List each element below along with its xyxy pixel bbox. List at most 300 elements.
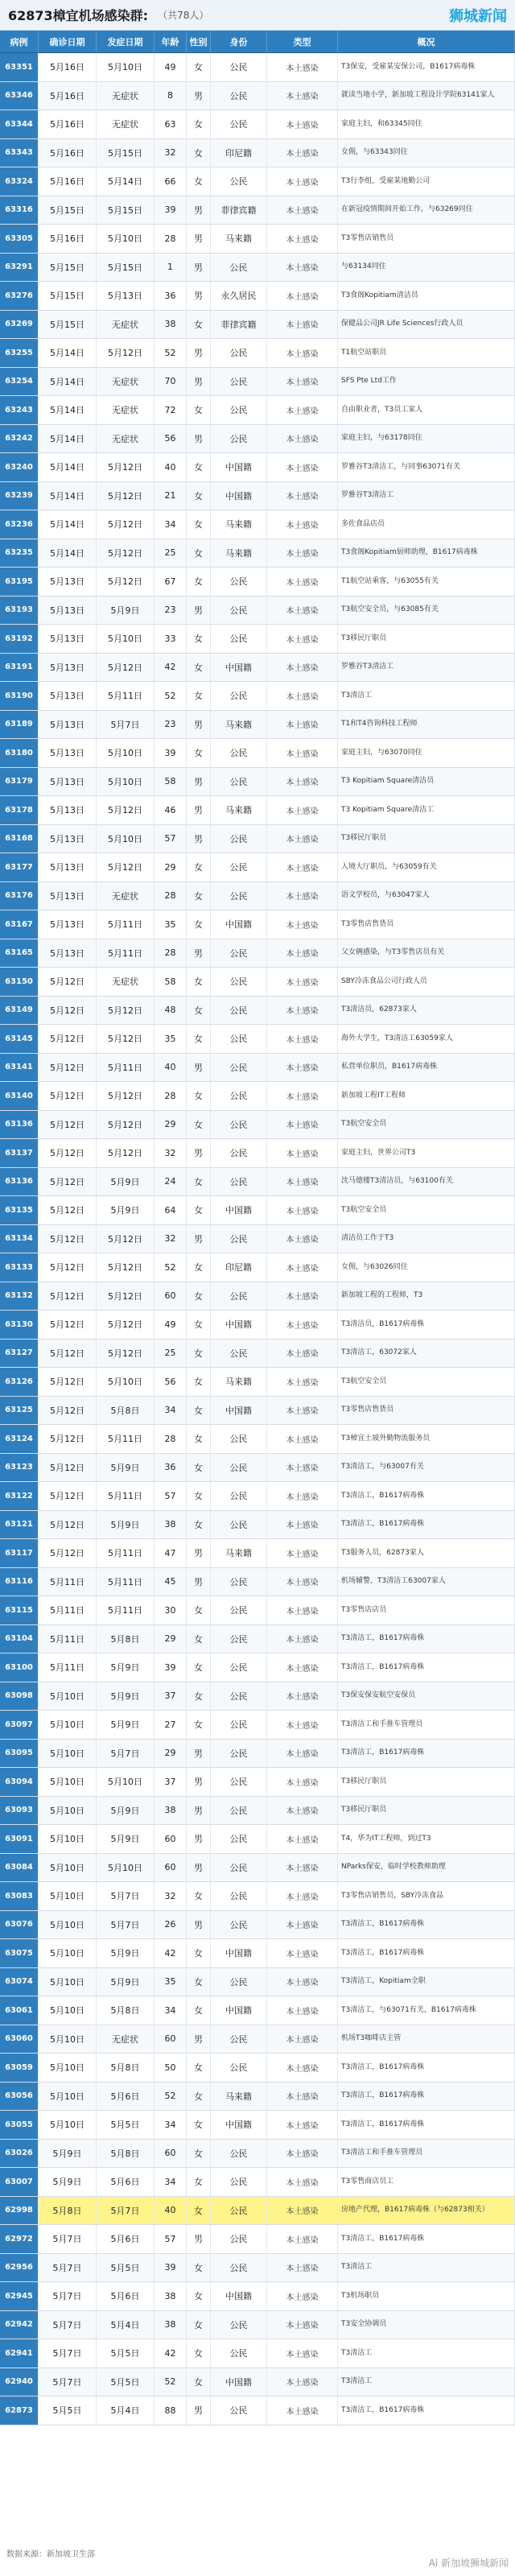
cell-sex: 女 (187, 1311, 211, 1339)
table-row (0, 2168, 515, 2197)
cell-age: 36 (154, 282, 187, 310)
cell-onset-date: 5月15日 (97, 254, 154, 282)
table-row (0, 1368, 515, 1397)
col-onset-date: 发症日期 (97, 31, 154, 52)
table-row (0, 196, 515, 225)
cell-confirm-date: 5月14日 (39, 339, 97, 367)
cell-confirm-date: 5月10日 (39, 1939, 97, 1967)
cell-sex: 女 (187, 1596, 211, 1624)
col-type: 类型 (267, 31, 338, 52)
cell-status: 公民 (211, 425, 267, 453)
cell-age: 57 (154, 2225, 187, 2253)
table-row (0, 682, 515, 711)
table-row (0, 1568, 515, 1597)
cell-age: 63 (154, 110, 187, 138)
table-row (0, 139, 515, 168)
cell-age: 60 (154, 2025, 187, 2054)
cell-onset-date: 无症状 (97, 311, 154, 339)
cell-description: T3移民厅职员 (338, 1768, 515, 1796)
cell-type: 本土感染 (267, 1740, 338, 1768)
cell-description: 家庭主妇，与63070同住 (338, 739, 515, 767)
cell-age: 42 (154, 2339, 187, 2368)
cell-age: 58 (154, 968, 187, 996)
cell-type: 本土感染 (267, 2083, 338, 2111)
table-row (0, 2254, 515, 2283)
table-row (0, 425, 515, 454)
cell-status: 中国籍 (211, 2111, 267, 2139)
table-row (0, 1711, 515, 1740)
cell-age: 60 (154, 2140, 187, 2168)
title-bar (0, 0, 515, 31)
cell-onset-date: 5月15日 (97, 139, 154, 167)
cell-case-id: 63346 (0, 82, 39, 110)
cell-age: 25 (154, 539, 187, 568)
table-row (0, 1253, 515, 1282)
cell-type: 本土感染 (267, 997, 338, 1025)
table-row (0, 2225, 515, 2254)
cell-status: 公民 (211, 882, 267, 910)
cell-type: 本土感染 (267, 1653, 338, 1682)
cell-sex: 女 (187, 1282, 211, 1311)
cell-onset-date: 5月7日 (97, 2197, 154, 2225)
table-row (0, 2140, 515, 2169)
cell-confirm-date: 5月7日 (39, 2311, 97, 2339)
cell-age: 21 (154, 482, 187, 510)
cell-description: T3清洁工 (338, 682, 515, 710)
cell-age: 58 (154, 768, 187, 796)
cell-description: SBY冷冻食品公司行政人员 (338, 968, 515, 996)
cell-description: T3清洁工，Kopitiam全职 (338, 1968, 515, 1996)
table-row (0, 768, 515, 797)
table-row (0, 510, 515, 539)
cell-type: 本土感染 (267, 1854, 338, 1882)
cell-onset-date: 5月9日 (97, 1797, 154, 1825)
cell-description: 罗雅谷T3清洁工，与同事63071有关 (338, 453, 515, 481)
cell-status: 公民 (211, 2168, 267, 2196)
cell-onset-date: 无症状 (97, 425, 154, 453)
cell-onset-date: 5月9日 (97, 1968, 154, 1996)
cell-status: 公民 (211, 1168, 267, 1196)
cell-type: 本土感染 (267, 311, 338, 339)
cell-status: 菲律宾籍 (211, 196, 267, 225)
cell-status: 公民 (211, 1711, 267, 1739)
cell-age: 28 (154, 882, 187, 910)
cell-description: T3食阁Kopitiam厨师助理，B1617病毒株 (338, 539, 515, 568)
cell-sex: 女 (187, 654, 211, 682)
cell-description: T4，华为IT工程师，到过T3 (338, 1825, 515, 1853)
cell-case-id: 63235 (0, 539, 39, 568)
cell-confirm-date: 5月12日 (39, 1225, 97, 1253)
cell-confirm-date: 5月12日 (39, 1168, 97, 1196)
cell-onset-date: 5月6日 (97, 2282, 154, 2310)
cell-age: 38 (154, 311, 187, 339)
cell-description: 与63134同住 (338, 254, 515, 282)
cell-description: T3清洁工，B1617病毒株 (338, 1625, 515, 1653)
cell-age: 32 (154, 1225, 187, 1253)
cell-sex: 男 (187, 2025, 211, 2054)
col-status: 身份 (211, 31, 267, 52)
cell-age: 60 (154, 1854, 187, 1882)
cell-status: 公民 (211, 568, 267, 596)
cell-onset-date: 5月12日 (97, 654, 154, 682)
cell-description: 自由职业者，T3员工家人 (338, 396, 515, 424)
cell-type: 本土感染 (267, 1425, 338, 1453)
cell-status: 公民 (211, 1139, 267, 1167)
cell-sex: 女 (187, 2339, 211, 2368)
table-row (0, 282, 515, 311)
cell-status: 公民 (211, 597, 267, 625)
table-row (0, 539, 515, 568)
cell-confirm-date: 5月10日 (39, 1968, 97, 1996)
cell-status: 公民 (211, 2339, 267, 2368)
cell-type: 本土感染 (267, 139, 338, 167)
cell-onset-date: 5月8日 (97, 2054, 154, 2082)
cell-status: 马来籍 (211, 1368, 267, 1396)
cell-sex: 男 (187, 2225, 211, 2253)
cell-status: 马来籍 (211, 711, 267, 739)
cell-onset-date: 5月12日 (97, 1111, 154, 1139)
cell-status: 公民 (211, 1511, 267, 1539)
cell-onset-date: 5月12日 (97, 1082, 154, 1110)
cell-type: 本土感染 (267, 2168, 338, 2196)
cell-type: 本土感染 (267, 968, 338, 996)
cell-case-id: 63134 (0, 1225, 39, 1253)
cell-status: 公民 (211, 1425, 267, 1453)
cell-status: 公民 (211, 682, 267, 710)
cell-age: 72 (154, 396, 187, 424)
cell-confirm-date: 5月12日 (39, 1025, 97, 1053)
cell-description: T1航空站职员 (338, 339, 515, 367)
cell-onset-date: 5月10日 (97, 1854, 154, 1882)
cell-age: 26 (154, 1911, 187, 1939)
cell-description: T3零售店售货员 (338, 910, 515, 939)
table-row (0, 1768, 515, 1797)
cell-description: 就读当地小学，新加坡工程设计学院63141家人 (338, 82, 515, 110)
cell-onset-date: 无症状 (97, 396, 154, 424)
table-row (0, 1939, 515, 1968)
cell-case-id: 63116 (0, 1568, 39, 1596)
cell-type: 本土感染 (267, 2282, 338, 2310)
cell-type: 本土感染 (267, 1996, 338, 2025)
cell-case-id: 62972 (0, 2225, 39, 2253)
cell-case-id: 63167 (0, 910, 39, 939)
cell-sex: 女 (187, 2111, 211, 2139)
cell-age: 57 (154, 1482, 187, 1510)
cell-description: SFS Pte Ltd工作 (338, 368, 515, 396)
table-row (0, 1682, 515, 1711)
cell-confirm-date: 5月13日 (39, 768, 97, 796)
page-title: 62873樟宜机场感染群: (8, 8, 149, 23)
cell-description: T3清洁工，B1617病毒株 (338, 1911, 515, 1939)
cell-type: 本土感染 (267, 1596, 338, 1624)
cell-age: 57 (154, 825, 187, 853)
cell-confirm-date: 5月7日 (39, 2339, 97, 2368)
cell-sex: 女 (187, 1111, 211, 1139)
cell-confirm-date: 5月10日 (39, 2025, 97, 2054)
cell-case-id: 63026 (0, 2140, 39, 2168)
cell-description: 罗雅谷T3清洁工 (338, 482, 515, 510)
cell-age: 38 (154, 2311, 187, 2339)
cell-sex: 女 (187, 396, 211, 424)
cell-confirm-date: 5月12日 (39, 1482, 97, 1510)
table-row (0, 1596, 515, 1625)
cell-onset-date: 5月7日 (97, 711, 154, 739)
cell-age: 48 (154, 997, 187, 1025)
cell-case-id: 63243 (0, 396, 39, 424)
col-desc: 概况 (338, 31, 515, 52)
cell-confirm-date: 5月14日 (39, 368, 97, 396)
cell-status: 马来籍 (211, 796, 267, 824)
cell-status: 公民 (211, 1653, 267, 1682)
cell-type: 本土感染 (267, 425, 338, 453)
table-row (0, 1139, 515, 1168)
cell-status: 中国籍 (211, 1196, 267, 1224)
cell-type: 本土感染 (267, 682, 338, 710)
cell-status: 公民 (211, 1225, 267, 1253)
cell-case-id: 63076 (0, 1911, 39, 1939)
cell-onset-date: 5月10日 (97, 1768, 154, 1796)
cell-case-id: 62998 (0, 2197, 39, 2225)
cell-age: 37 (154, 1682, 187, 1711)
cell-onset-date: 5月12日 (97, 853, 154, 881)
cell-age: 29 (154, 1740, 187, 1768)
cell-sex: 女 (187, 2054, 211, 2082)
cell-age: 35 (154, 1968, 187, 1996)
cell-status: 中国籍 (211, 2282, 267, 2310)
count-note: （共78人） (158, 10, 209, 21)
col-sex: 性别 (187, 31, 211, 52)
cell-case-id: 63097 (0, 1711, 39, 1739)
cell-description: T3清洁工，63072家人 (338, 1340, 515, 1368)
cell-sex: 女 (187, 167, 211, 196)
cell-case-id: 63236 (0, 510, 39, 539)
cell-onset-date: 5月9日 (97, 1511, 154, 1539)
cell-case-id: 63150 (0, 968, 39, 996)
table-row (0, 1025, 515, 1054)
table-row (0, 1454, 515, 1483)
cell-age: 29 (154, 1111, 187, 1139)
cell-type: 本土感染 (267, 1111, 338, 1139)
cell-case-id: 63095 (0, 1740, 39, 1768)
table-row (0, 1168, 515, 1197)
cell-case-id: 62940 (0, 2368, 39, 2396)
cell-onset-date: 5月12日 (97, 339, 154, 367)
cell-age: 34 (154, 2111, 187, 2139)
cell-status: 公民 (211, 396, 267, 424)
cell-case-id: 63165 (0, 939, 39, 968)
cell-confirm-date: 5月11日 (39, 1568, 97, 1596)
cell-onset-date: 5月11日 (97, 1539, 154, 1567)
cell-status: 中国籍 (211, 1996, 267, 2025)
cell-case-id: 63123 (0, 1454, 39, 1482)
cell-type: 本土感染 (267, 910, 338, 939)
table-row (0, 2368, 515, 2397)
cell-type: 本土感染 (267, 1196, 338, 1224)
cell-confirm-date: 5月16日 (39, 167, 97, 196)
cell-description: T3清洁工，B1617病毒株 (338, 2396, 515, 2425)
cell-sex: 女 (187, 510, 211, 539)
table-row (0, 910, 515, 939)
cell-sex: 女 (187, 1425, 211, 1453)
cell-case-id: 63176 (0, 882, 39, 910)
cell-type: 本土感染 (267, 225, 338, 253)
cell-onset-date: 5月12日 (97, 510, 154, 539)
cell-onset-date: 5月11日 (97, 1482, 154, 1510)
footer-source: 数据来源：新加坡卫生部 (6, 2550, 95, 2559)
cell-description: T3清洁员，B1617病毒株 (338, 1311, 515, 1339)
cell-confirm-date: 5月13日 (39, 711, 97, 739)
cell-confirm-date: 5月16日 (39, 139, 97, 167)
cell-onset-date: 5月11日 (97, 1054, 154, 1082)
cell-onset-date: 5月10日 (97, 1368, 154, 1396)
cell-age: 32 (154, 139, 187, 167)
cell-case-id: 62942 (0, 2311, 39, 2339)
cell-age: 38 (154, 1797, 187, 1825)
cell-confirm-date: 5月12日 (39, 1368, 97, 1396)
cell-age: 24 (154, 1168, 187, 1196)
cell-type: 本土感染 (267, 2025, 338, 2054)
cell-description: T3零售商店员工 (338, 2168, 515, 2196)
cell-type: 本土感染 (267, 625, 338, 653)
table-row (0, 311, 515, 340)
cell-type: 本土感染 (267, 1797, 338, 1825)
cell-onset-date: 5月9日 (97, 1682, 154, 1711)
cell-type: 本土感染 (267, 1368, 338, 1396)
cell-status: 公民 (211, 1625, 267, 1653)
cell-onset-date: 5月9日 (97, 1168, 154, 1196)
cell-age: 42 (154, 1939, 187, 1967)
cell-case-id: 63060 (0, 2025, 39, 2054)
cell-onset-date: 5月7日 (97, 1911, 154, 1939)
cell-confirm-date: 5月10日 (39, 1825, 97, 1853)
cell-sex: 女 (187, 2083, 211, 2111)
table-row (0, 1111, 515, 1140)
cell-status: 公民 (211, 368, 267, 396)
cell-case-id: 63127 (0, 1340, 39, 1368)
cell-case-id: 63055 (0, 2111, 39, 2139)
cell-age: 27 (154, 1711, 187, 1739)
cell-confirm-date: 5月12日 (39, 1111, 97, 1139)
cell-description: T3清洁工，B1617病毒株 (338, 1482, 515, 1510)
cell-type: 本土感染 (267, 1911, 338, 1939)
cell-sex: 女 (187, 1168, 211, 1196)
table-row (0, 882, 515, 911)
cell-sex: 女 (187, 882, 211, 910)
cell-description: T3清洁工，与63071有关，B1617病毒株 (338, 1996, 515, 2025)
cell-case-id: 63324 (0, 167, 39, 196)
cell-status: 公民 (211, 110, 267, 138)
cell-confirm-date: 5月13日 (39, 882, 97, 910)
cell-age: 32 (154, 1882, 187, 1910)
cell-type: 本土感染 (267, 568, 338, 596)
cell-confirm-date: 5月8日 (39, 2197, 97, 2225)
cell-case-id: 63091 (0, 1825, 39, 1853)
cell-type: 本土感染 (267, 1625, 338, 1653)
cell-age: 37 (154, 1768, 187, 1796)
cell-confirm-date: 5月14日 (39, 453, 97, 481)
cell-description: T3服务人员，62873家人 (338, 1539, 515, 1567)
cell-confirm-date: 5月12日 (39, 1139, 97, 1167)
cell-sex: 女 (187, 1996, 211, 2025)
cell-confirm-date: 5月12日 (39, 997, 97, 1025)
table-row (0, 1797, 515, 1826)
cell-onset-date: 5月10日 (97, 825, 154, 853)
cell-status: 公民 (211, 53, 267, 81)
cell-age: 23 (154, 597, 187, 625)
cell-onset-date: 5月10日 (97, 53, 154, 81)
cell-onset-date: 5月10日 (97, 768, 154, 796)
table-row (0, 2282, 515, 2311)
cell-confirm-date: 5月13日 (39, 825, 97, 853)
cell-onset-date: 无症状 (97, 110, 154, 138)
cell-status: 公民 (211, 1340, 267, 1368)
cell-type: 本土感染 (267, 654, 338, 682)
cell-case-id: 63135 (0, 1196, 39, 1224)
cell-confirm-date: 5月13日 (39, 682, 97, 710)
cell-description: T3航空安全员，与63085有关 (338, 597, 515, 625)
cell-age: 35 (154, 1025, 187, 1053)
cell-case-id: 63269 (0, 311, 39, 339)
col-case: 病例 (0, 31, 39, 52)
cell-status: 印尼籍 (211, 139, 267, 167)
cell-case-id: 63141 (0, 1054, 39, 1082)
table-row (0, 1740, 515, 1769)
table-row (0, 453, 515, 482)
cell-case-id: 63276 (0, 282, 39, 310)
cell-sex: 男 (187, 282, 211, 310)
cell-status: 菲律宾籍 (211, 311, 267, 339)
cell-sex: 女 (187, 1711, 211, 1739)
cell-onset-date: 5月11日 (97, 1568, 154, 1596)
cell-case-id: 63191 (0, 654, 39, 682)
cell-sex: 男 (187, 225, 211, 253)
cell-case-id: 63239 (0, 482, 39, 510)
cell-confirm-date: 5月16日 (39, 110, 97, 138)
cell-case-id: 63254 (0, 368, 39, 396)
cell-status: 公民 (211, 1482, 267, 1510)
table-row (0, 2025, 515, 2054)
cell-status: 中国籍 (211, 2368, 267, 2396)
cell-sex: 男 (187, 2396, 211, 2425)
cell-type: 本土感染 (267, 339, 338, 367)
cell-type: 本土感染 (267, 2396, 338, 2425)
cell-sex: 女 (187, 2140, 211, 2168)
cell-onset-date: 5月12日 (97, 1225, 154, 1253)
cell-description: T3清洁工，B1617病毒株 (338, 1740, 515, 1768)
cell-type: 本土感染 (267, 1340, 338, 1368)
table-row (0, 853, 515, 882)
cell-sex: 女 (187, 1625, 211, 1653)
cell-description: 房地产代理，B1617病毒株（与62873相关） (338, 2197, 515, 2225)
cell-description: T3清洁工，B1617病毒株 (338, 2083, 515, 2111)
cell-type: 本土感染 (267, 2111, 338, 2139)
cell-case-id: 63178 (0, 796, 39, 824)
cell-description: 机场T3咖啡店主管 (338, 2025, 515, 2054)
cell-type: 本土感染 (267, 1454, 338, 1482)
cell-type: 本土感染 (267, 2368, 338, 2396)
cell-description: 罗雅谷T3清洁工 (338, 654, 515, 682)
cell-confirm-date: 5月11日 (39, 1625, 97, 1653)
cell-status: 公民 (211, 1882, 267, 1910)
cell-sex: 女 (187, 2368, 211, 2396)
table-row (0, 711, 515, 740)
cell-confirm-date: 5月12日 (39, 1253, 97, 1282)
cell-onset-date: 5月12日 (97, 568, 154, 596)
cell-sex: 女 (187, 482, 211, 510)
cell-type: 本土感染 (267, 396, 338, 424)
cell-status: 公民 (211, 625, 267, 653)
cell-type: 本土感染 (267, 711, 338, 739)
